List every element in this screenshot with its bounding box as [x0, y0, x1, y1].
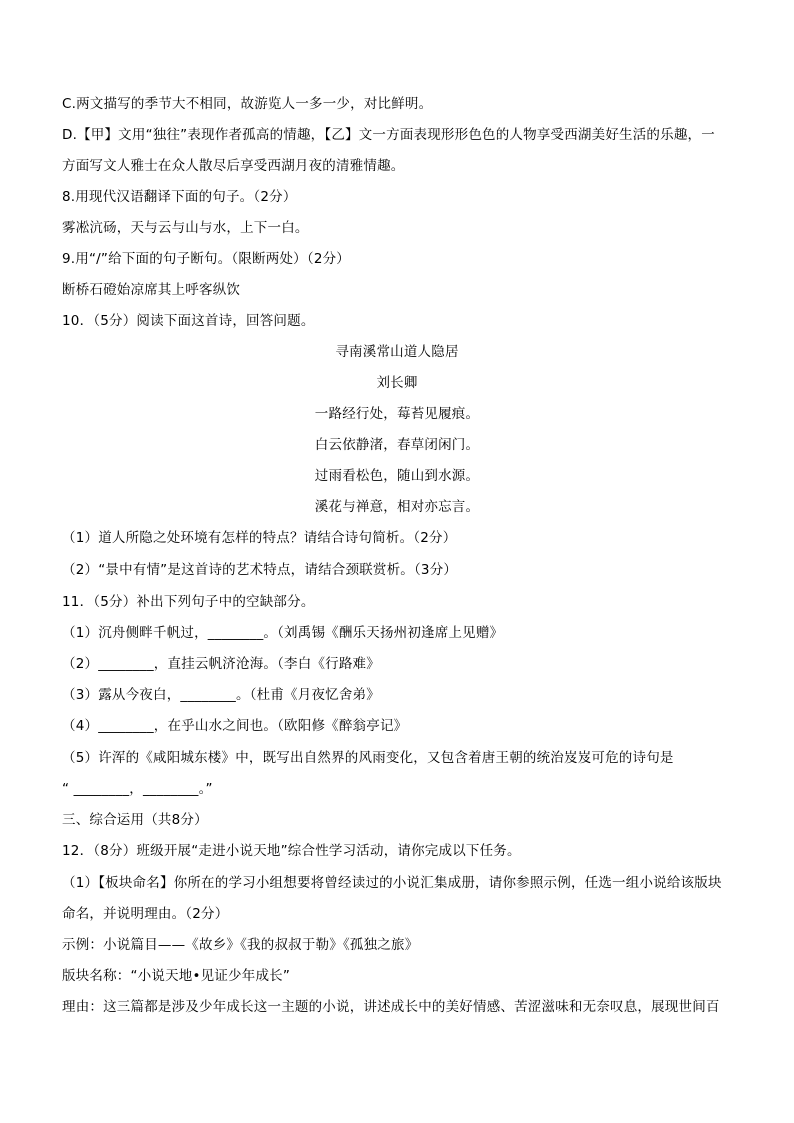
section-heading-3: 三、综合运用（共8分）	[62, 812, 208, 828]
option-d-continued: 方面写文人雅士在众人散尽后享受西湖月夜的清雅情趣。	[62, 158, 405, 174]
question-11-item-5: （5）许浑的《咸阳城东楼》中，既写出自然界的风雨变化，又包含着唐王朝的统治岌岌可危的诗句是	[62, 750, 674, 766]
example-section-name: 版块名称：“小说天地•见证少年成长”	[62, 968, 291, 984]
poem-verse-4: 溪花与禅意，相对亦忘言。	[314, 499, 480, 515]
option-d-text: D.【甲】文用“独往”表现作者孤高的情趣，【乙】文一方面表现形形色色的人物享受西湖美好生活的乐趣，一	[62, 127, 715, 143]
option-c-text: C.两文描写的季节大不相同，故游览人一多一少，对比鲜明。	[62, 96, 433, 112]
poem-verse-2: 白云依静渚，春草闭闲门。	[314, 437, 480, 453]
question-11-item-3: （3）露从今夜白，________。（杜甫《月夜忆舍弟》	[62, 687, 380, 703]
question-8: 8.用现代汉语翻译下面的句子。（2分）	[62, 189, 297, 205]
example-titles: 示例：小说篇目——《故乡》《我的叔叔于勒》《孤独之旅》	[62, 937, 419, 953]
question-10: 10．（5分）阅读下面这首诗，回答问题。	[62, 313, 315, 329]
question-9: 9.用“/”给下面的句子断句。（限断两处）（2分）	[62, 251, 351, 267]
question-11-item-4: （4）________，在乎山水之间也。（欧阳修《醉翁亭记》	[62, 718, 408, 734]
question-9-sentence: 断桥石磴始凉席其上呼客纵饮	[62, 282, 241, 298]
question-10-part-1: （1）道人所隐之处环境有怎样的特点？请结合诗句简析。（2分）	[62, 530, 457, 546]
question-12: 12．（8分）班级开展“走进小说天地”综合性学习活动，请你完成以下任务。	[62, 843, 521, 859]
question-12-part-1: （1）【板块命名】你所在的学习小组想要将曾经读过的小说汇集成册，请你参照示例，任选一组小说给该版块	[62, 875, 722, 891]
question-11: 11．（5分）补出下列句子中的空缺部分。	[62, 594, 315, 610]
poem-author: 刘长卿	[376, 375, 418, 391]
poem-verse-3: 过雨看松色，随山到水源。	[314, 468, 480, 484]
question-11-item-1: （1）沉舟侧畔千帆过，________。（刘禹锡《酬乐天扬州初逢席上见赠》	[62, 625, 504, 641]
question-8-sentence: 雾凇沆砀，天与云与山与水，上下一白。	[62, 220, 309, 236]
question-11-item-2: （2）________，直挂云帆济沧海。（李白《行路难》	[62, 656, 380, 672]
question-12-part-1-continued: 命名，并说明理由。（2分）	[62, 906, 229, 922]
question-10-part-2: （2）“景中有情”是这首诗的艺术特点，请结合颈联赏析。（3分）	[62, 562, 458, 578]
poem-verse-1: 一路经行处，莓苔见履痕。	[314, 406, 480, 422]
example-reason: 理由：这三篇都是涉及少年成长这一主题的小说，讲述成长中的美好情感、苦涩滋味和无奈叹息，展现世间百	[62, 999, 720, 1015]
question-11-item-5-blanks: “ ________，________。”	[62, 781, 213, 797]
poem-title: 寻南溪常山道人隐居	[335, 344, 459, 360]
